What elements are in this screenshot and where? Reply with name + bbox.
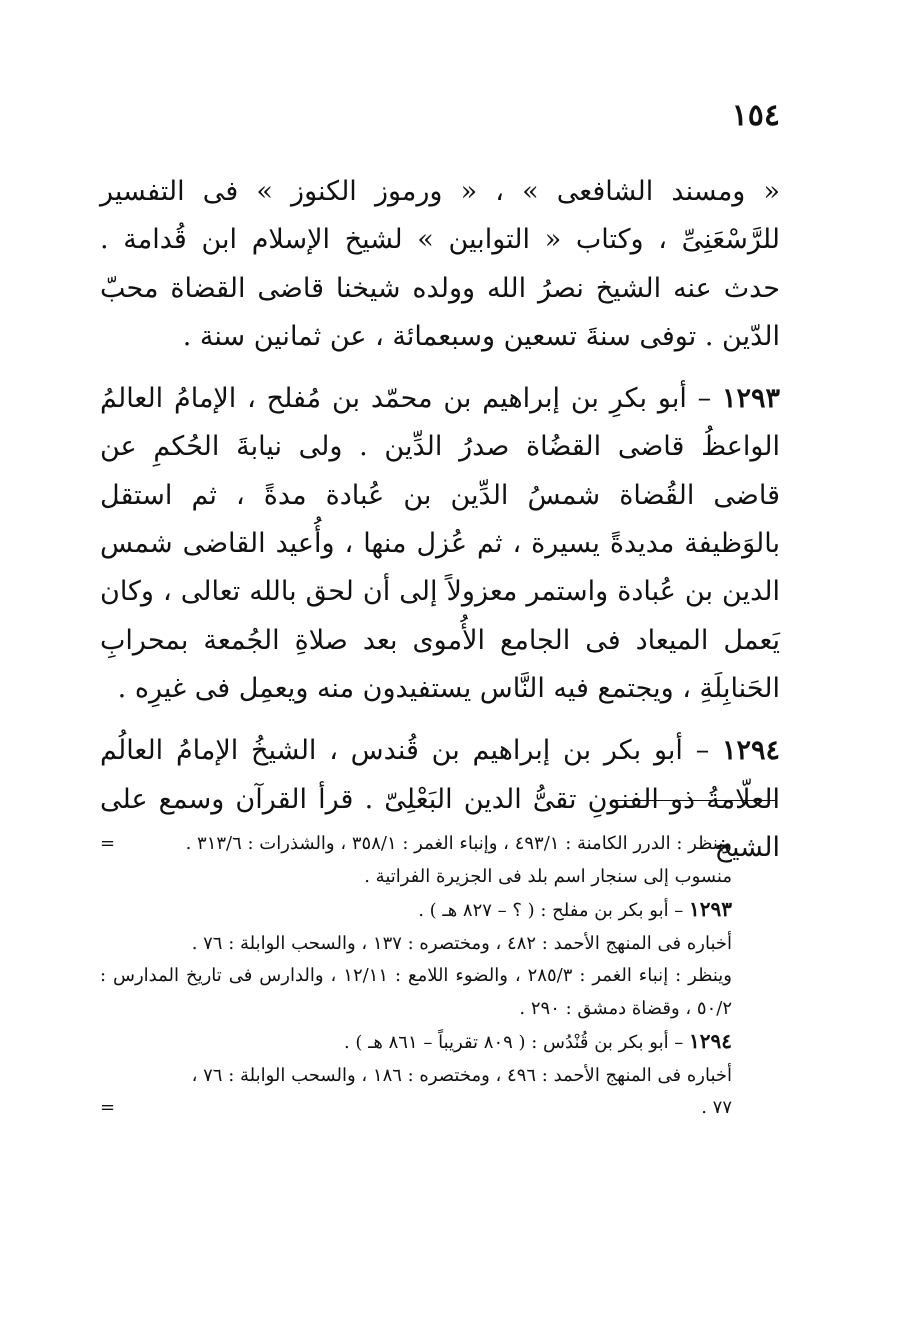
footnote-number: ١٢٩٤: [689, 1029, 732, 1053]
footnote-1293-sources: أخباره فى المنهج الأحمد : ٤٨٢ ، ومختصره : ١٣٧ ، والسحب الوابلة : ٧٦ .: [191, 932, 732, 954]
footnote-1294-tail: = ٧٧ .: [100, 1092, 780, 1125]
entry-text: – أبو بكر بن إبراهيم بن قُندس ، الشيخُ الإمامُ العالُم العلّامةُ ذو الفنونِ تقىُّ الدين البَعْلِىّ . قرأ القرآن وسمع على الشيخ: [100, 735, 780, 863]
entry-text: – أبو بكرِ بن إبراهيم بن محمّد بن مُفلح ، الإمامُ العالمُ الواعظُ قاضى القضُاة صدرُ الدِّين . ولى نيابةَ الحُكمِ عن قاضى القُضاة شمسُ الدِّين بن عُبادة مدةً ، ثم استقل بالوَظيفة مديدةً يسيرة ، ثم عُزل منها ، وأُعيد القاضى شمس الدين بن عُبادة واستمر معزولاً إلى أن لحق بالله تعالى ، وكان يَعمل الميعاد فى الجامع الأُموى بعد صلاةِ الجُمعة بمحرابِ الحَنابِلَةِ ، ويجتمع فيه النَّاس يستفيدون منه ويعمِل فى غيرِه .: [100, 383, 780, 704]
paragraph-continuation: « ومسند الشافعى » ، « ورموز الكنوز » فى التفسير للرَّسْعَنِىِّ ، وكتاب « التوابين » لشيخ الإسلام ابن قُدامة . حدث عنه الشيخ نصرُ الله وولده شيخنا قاضى القضاة محبّ الدّين . توفى سنةَ تسعين وسبعمائة ، عن ثمانين سنة .: [100, 176, 780, 352]
footnote-1294-title: ١٢٩٤ – أبو بكر بن قُنْدُس : ( ٨٠٩ تقريباً – ٨٦١ هـ ) .: [343, 1029, 732, 1053]
footnote-nisba: منسوب إلى سنجار اسم بلد فى الجزيرة الفراتية .: [364, 865, 732, 887]
page-number: ١٥٤: [731, 98, 780, 133]
footnote-1293-title: ١٢٩٣ – أبو بكر بن مفلح : ( ؟ – ٨٢٧ هـ ) .: [418, 897, 732, 921]
footnote-number: ١٢٩٣: [689, 897, 732, 921]
main-text: [100, 168, 780, 872]
continuation-marker: =: [100, 833, 116, 854]
entry-number: ١٢٩٤: [721, 735, 780, 767]
entry-number: ١٢٩٣: [721, 383, 780, 415]
continuation-marker: =: [100, 1097, 116, 1118]
footnotes: [100, 828, 780, 1125]
footnote-1293-see: وينظر : إنباء الغمر : ٢٨٥/٣ ، والضوء اللامع : ١٢/١١ ، والدارس فى تاريخ المدارس : ٥٠/٢ ، وقضاة دمشق : ٢٩٠ .: [100, 965, 732, 1019]
entry-1293: [100, 375, 780, 713]
footnote-divider: [615, 800, 775, 801]
footnote-continuation: = وينظر : الدرر الكامنة : ٤٩٣/١ ، وإنباء الغمر : ٣٥٨/١ ، والشذرات : ٣١٣/٦ .: [100, 828, 780, 861]
footnote-1294-sources: أخباره فى المنهج الأحمد : ٤٩٦ ، ومختصره : ١٨٦ ، والسحب الوابلة : ٧٦ ،: [191, 1064, 732, 1086]
